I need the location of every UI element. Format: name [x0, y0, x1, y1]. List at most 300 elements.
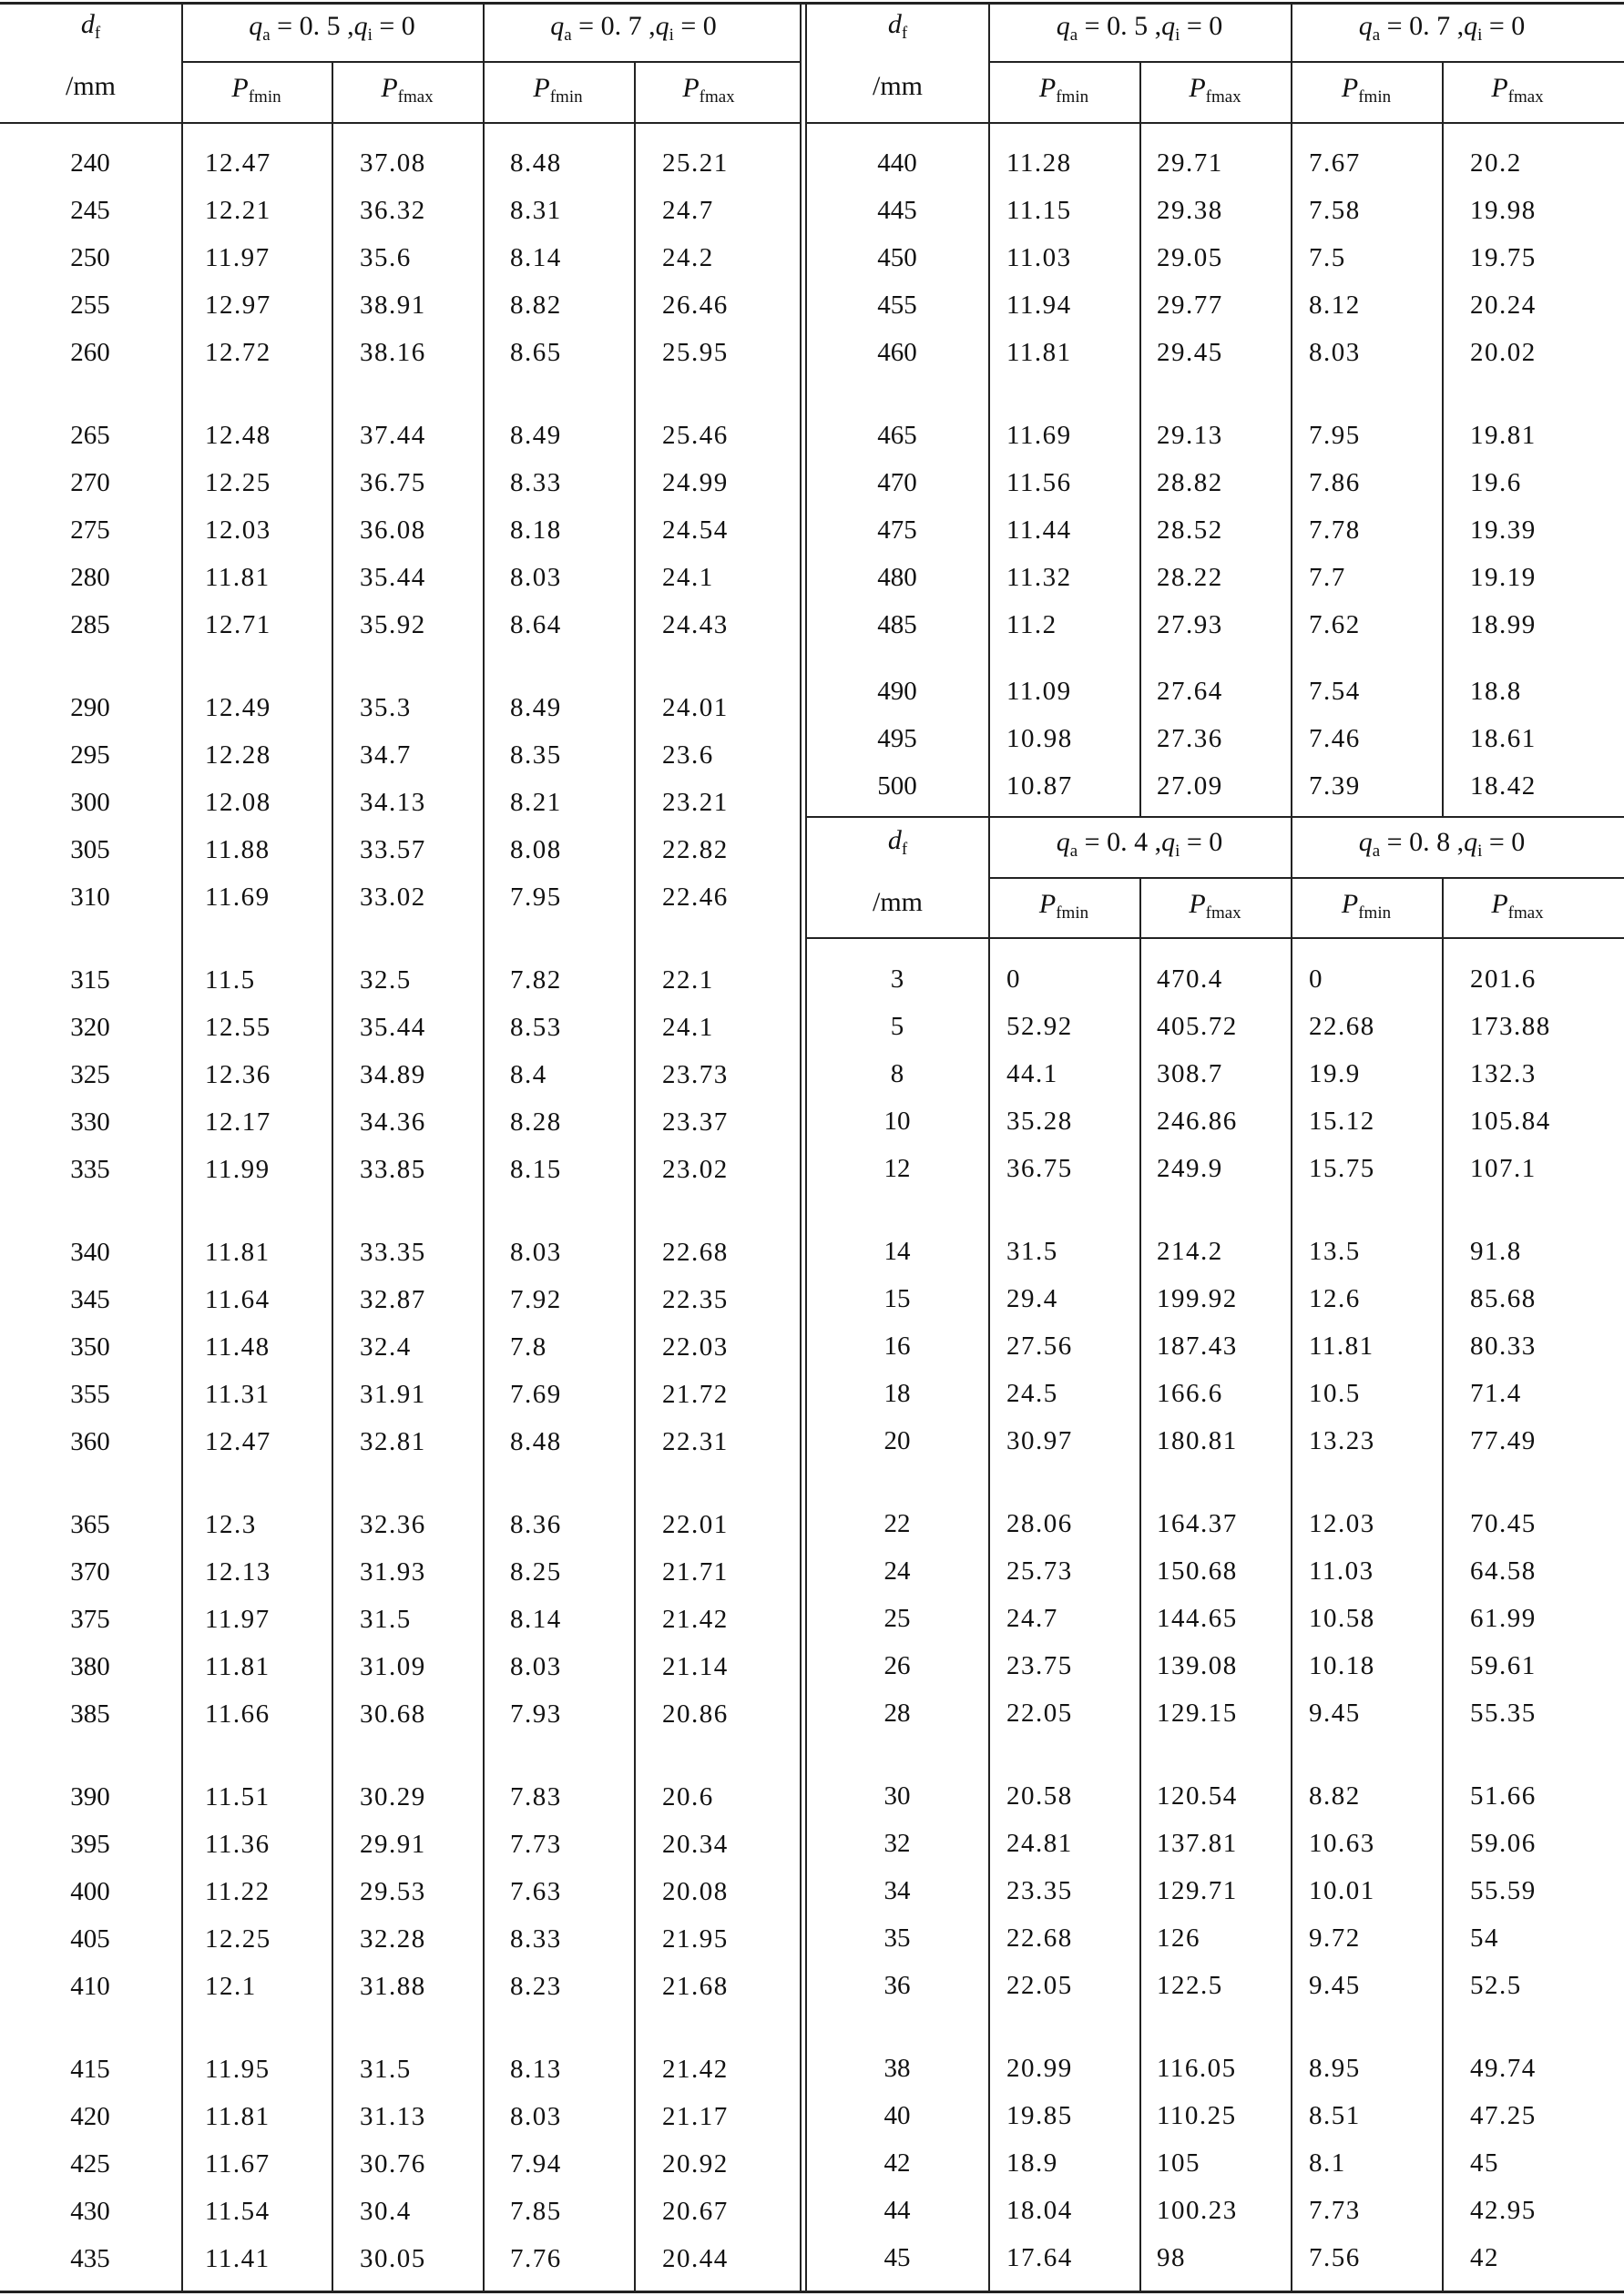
left-value-cell: 11.97: [205, 243, 271, 272]
right-lower-value-cell: 55.35: [1470, 1699, 1537, 1728]
right-upper-df-value: 445: [877, 196, 917, 225]
left-value-cell: 8.33: [510, 468, 562, 497]
right-upper-value-cell: 27.36: [1157, 724, 1223, 753]
right-upper-value-cell: 19.81: [1470, 421, 1537, 450]
right-lower-df-header: [807, 825, 988, 860]
p-symbol: P: [682, 73, 700, 103]
left-value-cell: 25.46: [662, 421, 729, 450]
right-lower-value-cell: 7.56: [1309, 2243, 1361, 2272]
left-df-value: 355: [70, 1380, 110, 1409]
right-lower-df-unit: /mm: [872, 887, 923, 917]
left-col-header-fmax: [332, 73, 483, 107]
right-lower-value-cell: 139.08: [1157, 1651, 1238, 1680]
right-upper-value-cell: 29.45: [1157, 338, 1223, 367]
left-value-cell: 11.88: [205, 835, 271, 864]
df-symbol: d: [887, 825, 902, 855]
p-symbol: P: [381, 73, 398, 103]
left-value-cell: 23.02: [662, 1155, 729, 1184]
left-value-cell: 12.25: [205, 468, 271, 497]
qa-subscript: a: [262, 26, 271, 45]
left-value-cell: 21.17: [662, 2102, 729, 2131]
left-df-value: 295: [70, 740, 110, 770]
right-upper-group-header-2: [1291, 11, 1593, 46]
right-upper-value-cell: 19.19: [1470, 563, 1537, 592]
left-value-cell: 11.69: [205, 883, 271, 912]
right-upper-df-value: 455: [877, 291, 917, 320]
left-df-value: 370: [70, 1557, 110, 1587]
left-df-value: 280: [70, 563, 110, 592]
right-upper-df-value: 440: [877, 148, 917, 178]
right-upper-df-unit: /mm: [872, 71, 923, 101]
right-lower-value-cell: 80.33: [1470, 1332, 1537, 1361]
right-upper-value-cell: 29.38: [1157, 196, 1223, 225]
left-df-value: 330: [70, 1107, 110, 1137]
right-lower-df-value: 22: [883, 1509, 911, 1538]
right-lower-value-cell: 98: [1157, 2243, 1186, 2272]
right-lower-col-header-fmin: [1291, 889, 1442, 924]
p-symbol: P: [1189, 73, 1206, 103]
right-lower-value-cell: 12.6: [1309, 1284, 1361, 1313]
left-col-header-fmin: [181, 73, 332, 107]
left-value-cell: 8.14: [510, 243, 562, 272]
qi-value: = 0: [1180, 11, 1223, 41]
left-value-cell: 7.76: [510, 2244, 562, 2273]
right-upper-value-cell: 11.09: [1006, 677, 1072, 706]
left-value-cell: 8.48: [510, 1427, 562, 1456]
left-value-cell: 34.36: [360, 1107, 426, 1137]
qi-value: = 0: [372, 11, 415, 41]
left-df-value: 420: [70, 2102, 110, 2131]
left-value-cell: 20.86: [662, 1699, 729, 1729]
left-value-cell: 21.71: [662, 1557, 729, 1587]
left-value-cell: 11.22: [205, 1877, 271, 1906]
df-symbol: d: [887, 9, 902, 39]
left-value-cell: 35.6: [360, 243, 412, 272]
right-upper-value-cell: 29.71: [1157, 148, 1223, 178]
right-lower-df-value: 28: [883, 1699, 911, 1728]
right-upper-value-cell: 8.03: [1309, 338, 1361, 367]
right-lower-value-cell: 105.84: [1470, 1107, 1551, 1136]
left-value-cell: 29.53: [360, 1877, 426, 1906]
left-df-value: 375: [70, 1605, 110, 1634]
right-lower-value-cell: 52.5: [1470, 1971, 1522, 2000]
p-subscript: fmax: [397, 87, 434, 107]
right-lower-header-bottom-rule: [807, 937, 1624, 939]
right-lower-value-cell: 10.58: [1309, 1604, 1375, 1633]
right-lower-value-cell: 15.12: [1309, 1107, 1375, 1136]
left-value-cell: 32.4: [360, 1332, 412, 1362]
qa-symbol: q: [1358, 11, 1373, 41]
right-lower-value-cell: 164.37: [1157, 1509, 1238, 1538]
left-value-cell: 11.54: [205, 2197, 271, 2226]
left-value-cell: 32.36: [360, 1510, 426, 1539]
right-upper-value-cell: 27.09: [1157, 771, 1223, 801]
right-lower-col-header-fmax: [1139, 889, 1291, 924]
left-value-cell: 25.95: [662, 338, 729, 367]
left-value-cell: 11.81: [205, 2102, 271, 2131]
right-lower-value-cell: 173.88: [1470, 1012, 1551, 1041]
left-value-cell: 24.99: [662, 468, 729, 497]
right-lower-value-cell: 28.06: [1006, 1509, 1073, 1538]
qi-value: = 0: [1180, 827, 1223, 857]
right-upper-col-header-fmax: [1442, 73, 1593, 107]
right-upper-value-cell: 19.98: [1470, 196, 1537, 225]
right-lower-value-cell: 100.23: [1157, 2196, 1238, 2225]
p-symbol: P: [1038, 73, 1057, 103]
df-subscript: f: [94, 24, 101, 43]
right-upper-value-cell: 29.05: [1157, 243, 1223, 272]
left-value-cell: 7.95: [510, 883, 562, 912]
left-value-cell: 35.44: [360, 563, 426, 592]
right-upper-value-cell: 11.94: [1006, 291, 1072, 320]
right-lower-value-cell: 42.95: [1470, 2196, 1537, 2225]
left-df-value: 425: [70, 2149, 110, 2179]
right-upper-header-bottom-rule: [807, 122, 1624, 124]
left-df-value: 400: [70, 1877, 110, 1906]
right-lower-value-cell: 30.97: [1006, 1426, 1073, 1455]
left-value-cell: 36.08: [360, 515, 426, 545]
left-value-cell: 8.31: [510, 196, 562, 225]
p-symbol: P: [1341, 73, 1359, 103]
left-value-cell: 22.03: [662, 1332, 729, 1362]
right-upper-value-cell: 18.99: [1470, 610, 1537, 639]
right-lower-df-value: 30: [883, 1781, 911, 1811]
right-upper-df-header: [807, 9, 988, 44]
left-value-cell: 34.89: [360, 1060, 426, 1089]
right-upper-value-cell: 18.8: [1470, 677, 1522, 706]
right-upper-df-value: 465: [877, 421, 917, 450]
left-value-cell: 20.67: [662, 2197, 729, 2226]
left-df-value: 350: [70, 1332, 110, 1362]
right-lower-value-cell: 47.25: [1470, 2101, 1537, 2130]
left-value-cell: 8.13: [510, 2055, 562, 2084]
left-value-cell: 12.03: [205, 515, 271, 545]
left-value-cell: 30.29: [360, 1782, 426, 1811]
right-lower-value-cell: 22.68: [1309, 1012, 1375, 1041]
right-lower-value-cell: 52.92: [1006, 1012, 1073, 1041]
left-value-cell: 20.6: [662, 1782, 714, 1811]
left-value-cell: 24.54: [662, 515, 729, 545]
right-upper-value-cell: 18.42: [1470, 771, 1537, 801]
qi-symbol: q: [353, 11, 368, 41]
right-upper-value-cell: 18.61: [1470, 724, 1537, 753]
left-df-value: 385: [70, 1699, 110, 1729]
df-symbol: d: [80, 9, 95, 39]
qa-subscript: a: [1372, 26, 1381, 45]
p-subscript: fmin: [1358, 903, 1392, 923]
qa-value: = 0. 7 ,: [571, 11, 656, 41]
right-lower-value-cell: 36.75: [1006, 1154, 1073, 1183]
left-value-cell: 37.08: [360, 148, 426, 178]
left-df-header: [0, 9, 181, 44]
right-lower-value-cell: 24.5: [1006, 1379, 1058, 1408]
right-upper-value-cell: 7.5: [1309, 243, 1346, 272]
left-df-value: 365: [70, 1510, 110, 1539]
right-lower-df-value: 8: [890, 1059, 904, 1088]
left-value-cell: 36.75: [360, 468, 426, 497]
qi-subscript: i: [1477, 26, 1483, 45]
left-value-cell: 8.03: [510, 563, 562, 592]
left-value-cell: 32.5: [360, 965, 412, 995]
left-value-cell: 33.02: [360, 883, 426, 912]
left-value-cell: 11.51: [205, 1782, 271, 1811]
left-value-cell: 8.64: [510, 610, 562, 639]
right-lower-value-cell: 31.5: [1006, 1237, 1058, 1266]
left-value-cell: 22.1: [662, 965, 714, 995]
right-lower-value-cell: 166.6: [1157, 1379, 1223, 1408]
right-upper-col-header-fmin: [988, 73, 1139, 107]
right-lower-value-cell: 85.68: [1470, 1284, 1537, 1313]
p-subscript: fmin: [248, 87, 281, 107]
right-upper-col-header-fmin: [1291, 73, 1442, 107]
left-df-value: 345: [70, 1285, 110, 1314]
left-value-cell: 8.49: [510, 421, 562, 450]
left-value-cell: 12.48: [205, 421, 271, 450]
left-value-cell: 11.97: [205, 1605, 271, 1634]
right-lower-value-cell: 201.6: [1470, 964, 1537, 994]
left-value-cell: 21.42: [662, 2055, 729, 2084]
right-lower-value-cell: 10.18: [1309, 1651, 1375, 1680]
qi-symbol: q: [655, 11, 669, 41]
p-symbol: P: [1189, 889, 1206, 919]
right-upper-value-cell: 7.46: [1309, 724, 1361, 753]
p-subscript: fmax: [1205, 903, 1241, 923]
left-df-value: 270: [70, 468, 110, 497]
left-value-cell: 11.67: [205, 2149, 271, 2179]
left-value-cell: 20.44: [662, 2244, 729, 2273]
right-lower-value-cell: 24.81: [1006, 1829, 1073, 1858]
right-lower-value-cell: 55.59: [1470, 1876, 1537, 1905]
qa-value: = 0. 5 ,: [1078, 11, 1162, 41]
p-subscript: fmin: [1358, 87, 1392, 107]
left-value-cell: 24.1: [662, 563, 714, 592]
left-value-cell: 8.48: [510, 148, 562, 178]
right-lower-value-cell: 9.72: [1309, 1924, 1361, 1953]
left-value-cell: 36.32: [360, 196, 426, 225]
right-lower-value-cell: 22.05: [1006, 1699, 1073, 1728]
left-value-cell: 24.2: [662, 243, 714, 272]
right-lower-df-value: 24: [883, 1556, 911, 1586]
right-lower-value-cell: 18.04: [1006, 2196, 1073, 2225]
right-lower-df-value: 10: [883, 1107, 911, 1136]
left-value-cell: 12.13: [205, 1557, 271, 1587]
right-upper-value-cell: 11.28: [1006, 148, 1072, 178]
qi-symbol: q: [1161, 11, 1176, 41]
left-value-cell: 34.7: [360, 740, 412, 770]
right-upper-value-cell: 28.52: [1157, 515, 1223, 545]
right-upper-value-cell: 20.2: [1470, 148, 1522, 178]
left-df-value: 250: [70, 243, 110, 272]
right-lower-value-cell: 71.4: [1470, 1379, 1522, 1408]
left-value-cell: 22.82: [662, 835, 729, 864]
left-value-cell: 23.6: [662, 740, 714, 770]
right-lower-value-cell: 12.03: [1309, 1509, 1375, 1538]
bottom-rule: [0, 2291, 1624, 2293]
left-value-cell: 12.17: [205, 1107, 271, 1137]
right-upper-value-cell: 7.54: [1309, 677, 1361, 706]
left-value-cell: 38.16: [360, 338, 426, 367]
qi-subscript: i: [367, 26, 373, 45]
p-subscript: fmin: [549, 87, 583, 107]
left-value-cell: 31.5: [360, 2055, 412, 2084]
right-lower-df-value: 42: [883, 2148, 911, 2178]
left-value-cell: 25.21: [662, 148, 729, 178]
left-df-value: 410: [70, 1972, 110, 2001]
left-value-cell: 11.66: [205, 1699, 271, 1729]
left-value-cell: 11.48: [205, 1332, 271, 1362]
right-lower-df-value: 14: [883, 1237, 911, 1266]
right-lower-df-value: 12: [883, 1154, 911, 1183]
qi-symbol: q: [1464, 11, 1478, 41]
right-lower-value-cell: 8.51: [1309, 2101, 1361, 2130]
left-value-cell: 12.28: [205, 740, 271, 770]
right-lower-value-cell: 11.81: [1309, 1332, 1374, 1361]
right-lower-value-cell: 180.81: [1157, 1426, 1238, 1455]
right-lower-value-cell: 51.66: [1470, 1781, 1537, 1811]
right-upper-value-cell: 7.39: [1309, 771, 1361, 801]
p-subscript: fmax: [1507, 903, 1544, 923]
left-value-cell: 31.13: [360, 2102, 426, 2131]
left-value-cell: 11.81: [205, 1238, 271, 1267]
right-lower-value-cell: 61.99: [1470, 1604, 1537, 1633]
right-upper-value-cell: 7.58: [1309, 196, 1361, 225]
right-lower-group-header-2: [1291, 827, 1593, 862]
right-lower-value-cell: 120.54: [1157, 1781, 1238, 1811]
left-df-value: 320: [70, 1013, 110, 1042]
left-value-cell: 22.01: [662, 1510, 729, 1539]
left-col-rule-1: [181, 2, 183, 2293]
right-lower-value-cell: 110.25: [1157, 2101, 1237, 2130]
left-value-cell: 22.31: [662, 1427, 729, 1456]
left-value-cell: 33.35: [360, 1238, 426, 1267]
qa-symbol: q: [550, 11, 565, 41]
right-lower-value-cell: 8.82: [1309, 1781, 1361, 1811]
right-lower-value-cell: 20.58: [1006, 1781, 1073, 1811]
right-lower-value-cell: 405.72: [1157, 1012, 1238, 1041]
right-upper-value-cell: 27.64: [1157, 677, 1223, 706]
qa-value: = 0. 8 ,: [1380, 827, 1465, 857]
right-lower-value-cell: 19.85: [1006, 2101, 1073, 2130]
right-upper-value-cell: 29.13: [1157, 421, 1223, 450]
left-df-value: 430: [70, 2197, 110, 2226]
right-lower-df-value: 32: [883, 1829, 911, 1858]
right-lower-value-cell: 470.4: [1157, 964, 1223, 994]
left-df-value: 415: [70, 2055, 110, 2084]
right-lower-value-cell: 7.73: [1309, 2196, 1361, 2225]
left-df-value: 290: [70, 693, 110, 722]
right-lower-value-cell: 17.64: [1006, 2243, 1073, 2272]
left-value-cell: 24.7: [662, 196, 714, 225]
right-lower-col-header-fmin: [988, 889, 1139, 924]
left-value-cell: 7.69: [510, 1380, 562, 1409]
qi-symbol: q: [1464, 827, 1478, 857]
left-value-cell: 8.82: [510, 291, 562, 320]
left-value-cell: 12.47: [205, 148, 271, 178]
p-symbol: P: [533, 73, 550, 103]
left-df-value: 395: [70, 1830, 110, 1859]
center-divider-left: [800, 2, 802, 2293]
right-upper-value-cell: 19.6: [1470, 468, 1522, 497]
qa-subscript: a: [564, 26, 572, 45]
right-lower-value-cell: 249.9: [1157, 1154, 1223, 1183]
left-value-cell: 7.83: [510, 1782, 562, 1811]
qa-value: = 0. 7 ,: [1380, 11, 1465, 41]
right-lower-value-cell: 49.74: [1470, 2054, 1537, 2083]
right-lower-value-cell: 308.7: [1157, 1059, 1223, 1088]
right-lower-value-cell: 70.45: [1470, 1509, 1537, 1538]
qi-subscript: i: [1477, 842, 1483, 861]
right-upper-df-value: 470: [877, 468, 917, 497]
right-upper-value-cell: 11.81: [1006, 338, 1072, 367]
left-group-header-1: [181, 11, 483, 46]
left-value-cell: 12.21: [205, 196, 271, 225]
right-lower-value-cell: 8.1: [1309, 2148, 1346, 2178]
left-value-cell: 33.85: [360, 1155, 426, 1184]
qi-subscript: i: [1175, 842, 1180, 861]
left-value-cell: 12.36: [205, 1060, 271, 1089]
left-value-cell: 8.14: [510, 1605, 562, 1634]
right-lower-value-cell: 29.4: [1006, 1284, 1058, 1313]
left-value-cell: 12.08: [205, 788, 271, 817]
right-lower-df-value: 16: [883, 1332, 911, 1361]
p-subscript: fmax: [699, 87, 735, 107]
left-df-value: 305: [70, 835, 110, 864]
qi-value: = 0: [1482, 827, 1526, 857]
left-df-value: 240: [70, 148, 110, 178]
right-upper-value-cell: 8.12: [1309, 291, 1361, 320]
right-lower-value-cell: 23.75: [1006, 1651, 1073, 1680]
right-upper-value-cell: 11.32: [1006, 563, 1072, 592]
right-lower-value-cell: 10.63: [1309, 1829, 1375, 1858]
right-lower-value-cell: 116.05: [1157, 2054, 1237, 2083]
left-value-cell: 8.03: [510, 2102, 562, 2131]
right-lower-value-cell: 10.01: [1309, 1876, 1375, 1905]
right-lower-value-cell: 105: [1157, 2148, 1200, 2178]
right-lower-value-cell: 91.8: [1470, 1237, 1522, 1266]
right-lower-value-cell: 122.5: [1157, 1971, 1223, 2000]
left-df-value: 300: [70, 788, 110, 817]
left-value-cell: 12.1: [205, 1972, 257, 2001]
left-value-cell: 31.91: [360, 1380, 426, 1409]
right-lower-value-cell: 126: [1157, 1924, 1200, 1953]
qa-value: = 0. 5 ,: [270, 11, 354, 41]
left-df-value: 325: [70, 1060, 110, 1089]
right-lower-value-cell: 246.86: [1157, 1107, 1238, 1136]
right-lower-value-cell: 22.05: [1006, 1971, 1073, 2000]
left-group-header-2: [483, 11, 784, 46]
right-upper-value-cell: 11.15: [1006, 196, 1072, 225]
right-upper-value-cell: 28.82: [1157, 468, 1223, 497]
left-df-value: 285: [70, 610, 110, 639]
left-value-cell: 20.92: [662, 2149, 729, 2179]
right-lower-value-cell: 0: [1006, 964, 1021, 994]
right-upper-col-header-fmax: [1139, 73, 1291, 107]
left-value-cell: 8.65: [510, 338, 562, 367]
right-lower-value-cell: 77.49: [1470, 1426, 1537, 1455]
left-value-cell: 30.4: [360, 2197, 412, 2226]
right-upper-value-cell: 7.95: [1309, 421, 1361, 450]
right-lower-value-cell: 44.1: [1006, 1059, 1058, 1088]
right-lower-value-cell: 59.61: [1470, 1651, 1537, 1680]
right-lower-value-cell: 35.28: [1006, 1107, 1073, 1136]
left-value-cell: 8.21: [510, 788, 562, 817]
right-upper-value-cell: 28.22: [1157, 563, 1223, 592]
right-lower-value-cell: 0: [1309, 964, 1323, 994]
left-value-cell: 32.28: [360, 1924, 426, 1954]
left-value-cell: 8.25: [510, 1557, 562, 1587]
left-df-value: 335: [70, 1155, 110, 1184]
right-upper-value-cell: 20.02: [1470, 338, 1537, 367]
